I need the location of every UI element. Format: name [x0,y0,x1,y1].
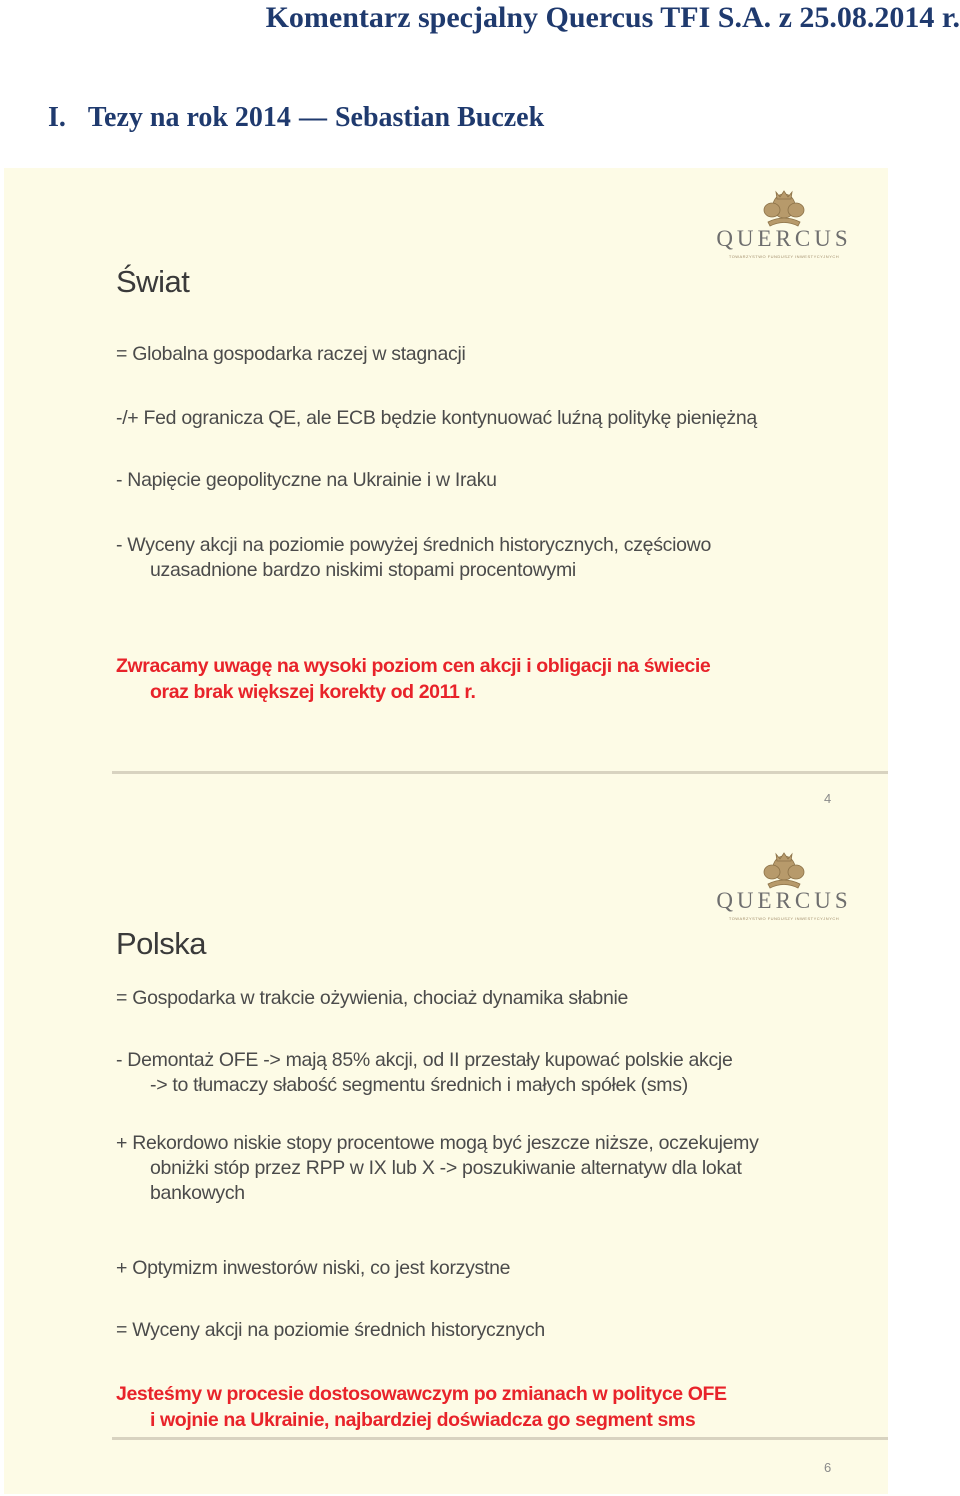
slide-page-number: 6 [824,1460,832,1475]
highlight-conclusion [116,653,710,705]
bullet-line: - Wyceny akcji na poziomie powyżej średnich historycznych, częściowo [116,534,711,556]
logo-brand: QUERCUS [716,888,852,913]
slides-image [4,168,888,1494]
bullet-line-continued: -> to tłumaczy słabość segmentu średnich i małych spółek (sms) [150,1074,688,1096]
bullet-line: + Optymizm inwestorów niski, co jest korzystne [116,1257,511,1279]
highlight-line-continued: i wojnie na Ukrainie, najbardziej doświadcza go segment sms [150,1409,696,1431]
oak-crest-icon [758,850,810,890]
slide-page-number: 4 [824,791,832,806]
bullet-line: + Rekordowo niskie stopy procentowe mogą być jeszcze niższe, oczekujemy [116,1132,759,1154]
logo-tagline: TOWARZYSTWO FUNDUSZY INWESTYCYJNYCH [728,916,840,921]
bullet-line: - Demontaż OFE -> mają 85% akcji, od II przestały kupować polskie akcje [116,1049,733,1071]
bullet-item [116,1131,759,1206]
slide-world [4,168,888,808]
bullet-item [116,533,711,583]
slide-title: Świat [116,264,190,299]
bullet-line: = Wyceny akcji na poziomie średnich historycznych [116,1319,545,1341]
slide-poland [4,828,888,1494]
bullet-item [116,1318,545,1343]
bullet-item [116,1048,733,1098]
logo-brand: QUERCUS [716,226,852,251]
bullet-line-continued: uzasadnione bardzo niskimi stopami procentowymi [150,559,576,581]
highlight-line-continued: oraz brak większej korekty od 2011 r. [150,681,476,703]
slide-title: Polska [116,926,207,961]
bullet-line-continued: obniżki stóp przez RPP w IX lub X -> poszukiwanie alternatyw dla lokat [150,1157,742,1179]
bullet-line: -/+ Fed ogranicza QE, ale ECB będzie kontynuować luźną politykę pieniężną [116,407,757,429]
highlight-line: Jesteśmy w procesie dostosowawczym po zmianach w polityce OFE [116,1383,727,1405]
section-heading [48,102,544,134]
highlight-conclusion [116,1381,727,1433]
section-number: I. [48,102,66,133]
section-title: Tezy na rok 2014 [87,102,291,133]
bullet-item [116,1256,510,1281]
section-author: Sebastian Buczek [334,102,545,133]
bullet-item [116,406,757,431]
slide-divider [112,1437,888,1440]
bullet-line-continued: bankowych [150,1182,245,1204]
document-title: Komentarz specjalny Quercus TFI S.A. z 25.08.2014 r. [265,1,960,34]
oak-crest-icon [758,188,810,228]
bullet-line: = Gospodarka w trakcie ożywienia, chociaż dynamika słabnie [116,987,629,1009]
logo-tagline: TOWARZYSTWO FUNDUSZY INWESTYCYJNYCH [728,254,840,259]
bullet-item [116,986,628,1011]
bullet-line: = Globalna gospodarka raczej w stagnacji [116,343,466,365]
bullet-line: - Napięcie geopolityczne na Ukrainie i w Iraku [116,469,497,491]
bullet-item [116,468,497,493]
bullet-item [116,342,466,367]
section-dash: — [298,102,327,133]
slide-divider [112,771,888,774]
highlight-line: Zwracamy uwagę na wysoki poziom cen akcji i obligacji na świecie [116,655,711,677]
